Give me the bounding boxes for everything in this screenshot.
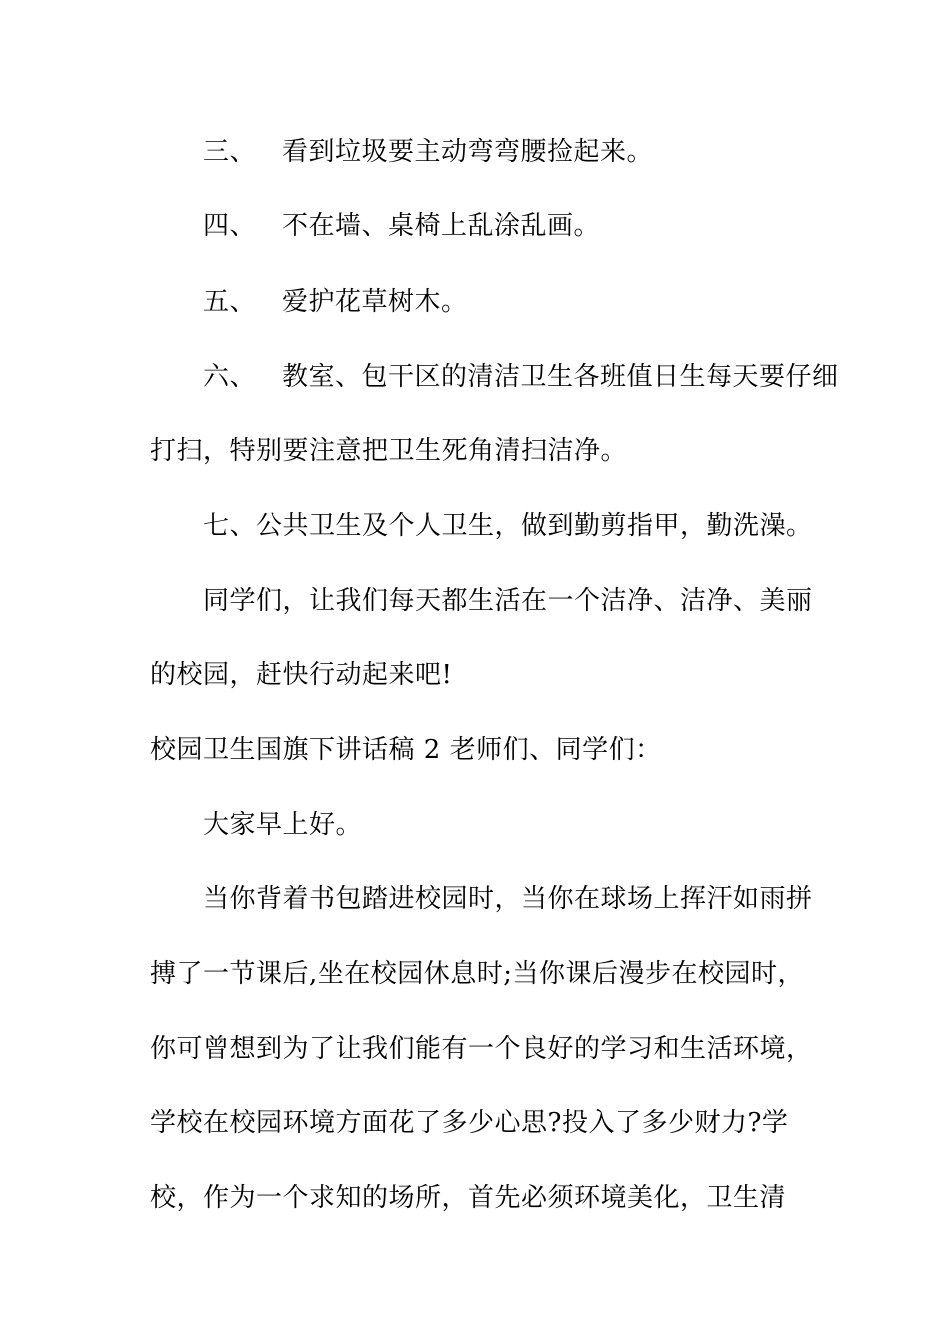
list-text: 教室、包干区的清洁卫生各班值日生每天要仔细 [282,362,839,392]
paragraph-line: 校，作为一个求知的场所，首先必须环境美化，卫生清 [150,1183,787,1213]
list-item-7: 七、公共卫生及个人卫生，做到勤剪指甲，勤洗澡。 [203,511,813,541]
list-number: 四、 [203,211,257,241]
list-item-5 [203,286,468,318]
list-number: 三、 [203,137,257,167]
paragraph-line: 的校园，赶快行动起来吧! [150,660,453,690]
list-number: 五、 [203,287,257,317]
list-item-4 [203,210,600,242]
list-text: 看到垃圾要主动弯弯腰捡起来。 [282,137,654,167]
paragraph-line: 同学们，让我们每天都生活在一个洁净、洁净、美丽 [203,586,813,616]
section-heading: 校园卫生国旗下讲话稿 2 老师们、同学们： [150,735,662,765]
list-text: 不在墙、桌椅上乱涂乱画。 [282,211,601,241]
list-item-6 [203,361,839,393]
greeting-line: 大家早上好。 [203,810,363,840]
list-number: 六、 [203,362,257,392]
paragraph-line: 学校在校园环境方面花了多少心思?投入了多少财力?学 [150,1108,789,1138]
list-text: 爱护花草树木。 [282,287,468,317]
paragraph-line: 你可曾想到为了让我们能有一个良好的学习和生活环境， [150,1034,813,1064]
paragraph-line: 当你背着书包踏进校园时，当你在球场上挥汗如雨拼 [203,884,813,914]
list-item-3 [203,136,653,168]
list-item-6-continuation: 打扫，特别要注意把卫生死角清扫洁净。 [150,436,628,466]
paragraph-line: 搏了一节课后,坐在校园休息时;当你课后漫步在校园时， [150,959,805,989]
